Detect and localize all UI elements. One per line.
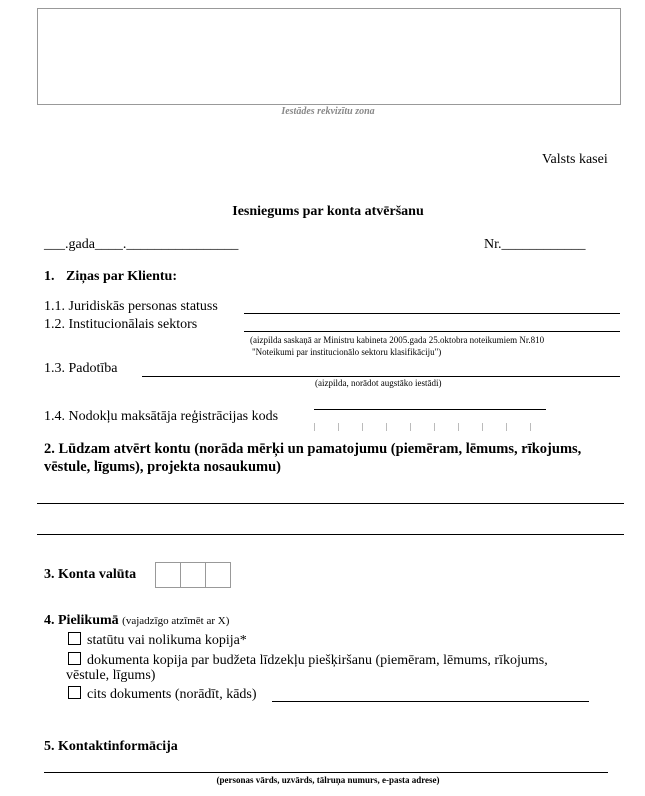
section2-answer-line-1[interactable] — [37, 503, 624, 504]
field-legal-status-line[interactable] — [244, 313, 620, 314]
currency-box[interactable] — [181, 563, 206, 587]
attachment-other-line[interactable] — [272, 701, 589, 702]
field-tax-code-line[interactable] — [314, 409, 546, 410]
tax-code-cells — [314, 423, 554, 431]
section2-heading-line1: 2. Lūdzam atvērt kontu (norāda mērķi un pamatojumu (piemēram, lēmums, rīkojums, — [44, 441, 582, 457]
section1-heading: Ziņas par Klientu: — [66, 269, 177, 284]
currency-box[interactable] — [156, 563, 181, 587]
section1-number: 1. — [44, 269, 55, 284]
field-tax-code-label: 1.4. Nodokļu maksātāja reģistrācijas kods — [44, 409, 279, 424]
recipient: Valsts kasei — [542, 152, 608, 167]
requisites-zone-box — [37, 8, 621, 105]
field-subordination-note: (aizpilda, norādot augstāko iestādi) — [315, 378, 442, 388]
checkbox[interactable] — [68, 686, 81, 699]
field-subordination-line[interactable] — [142, 376, 620, 377]
attachment-option-2[interactable] — [68, 652, 548, 669]
attachment-option-3-label: cits dokuments (norādīt, kāds) — [87, 687, 257, 702]
section4-heading-wrap — [44, 613, 229, 629]
section2-heading-line2: vēstule, līgums), projekta nosaukumu) — [44, 459, 281, 475]
field-sector-note-1: (aizpilda saskaņā ar Ministru kabineta 2005.gada 25.oktobra noteikumiem Nr.810 — [250, 335, 545, 345]
field-sector-label: 1.2. Institucionālais sektors — [44, 317, 198, 332]
currency-box[interactable] — [206, 563, 230, 587]
attachment-option-1-label: statūtu vai nolikuma kopija* — [87, 633, 247, 648]
section2-answer-line-2[interactable] — [37, 534, 624, 535]
checkbox[interactable] — [68, 632, 81, 645]
requisites-zone-caption: Iestādes rekvizītu zona — [281, 106, 375, 117]
date-line: ___.gada____.________________ — [44, 237, 239, 252]
section4-heading: 4. Pielikumā — [44, 613, 119, 628]
field-legal-status-label: 1.1. Juridiskās personas statuss — [44, 299, 218, 314]
currency-boxes[interactable] — [155, 562, 231, 588]
attachment-option-2-label-line2: vēstule, līgums) — [66, 668, 156, 683]
contact-info-line[interactable] — [44, 772, 608, 773]
field-subordination-label: 1.3. Padotība — [44, 361, 118, 376]
number-line: Nr.____________ — [484, 237, 586, 252]
section3-heading: 3. Konta valūta — [44, 567, 137, 582]
document-title: Iesniegums par konta atvēršanu — [232, 204, 424, 219]
attachment-option-3[interactable] — [68, 686, 257, 703]
field-sector-line[interactable] — [244, 331, 620, 332]
section5-heading: 5. Kontaktinformācija — [44, 739, 178, 754]
attachment-option-2-label: dokumenta kopija par budžeta līdzekļu piešķiršanu (piemēram, lēmums, rīkojums, — [87, 653, 548, 668]
checkbox[interactable] — [68, 652, 81, 665]
attachment-option-1[interactable] — [68, 632, 247, 649]
contact-info-note: (personas vārds, uzvārds, tālruņa numurs, e-pasta adrese) — [216, 775, 440, 785]
section4-heading-note: (vajadzīgo atzīmēt ar X) — [122, 615, 230, 627]
field-sector-note-2: "Noteikumi par institucionālo sektoru klasifikāciju") — [252, 347, 442, 357]
